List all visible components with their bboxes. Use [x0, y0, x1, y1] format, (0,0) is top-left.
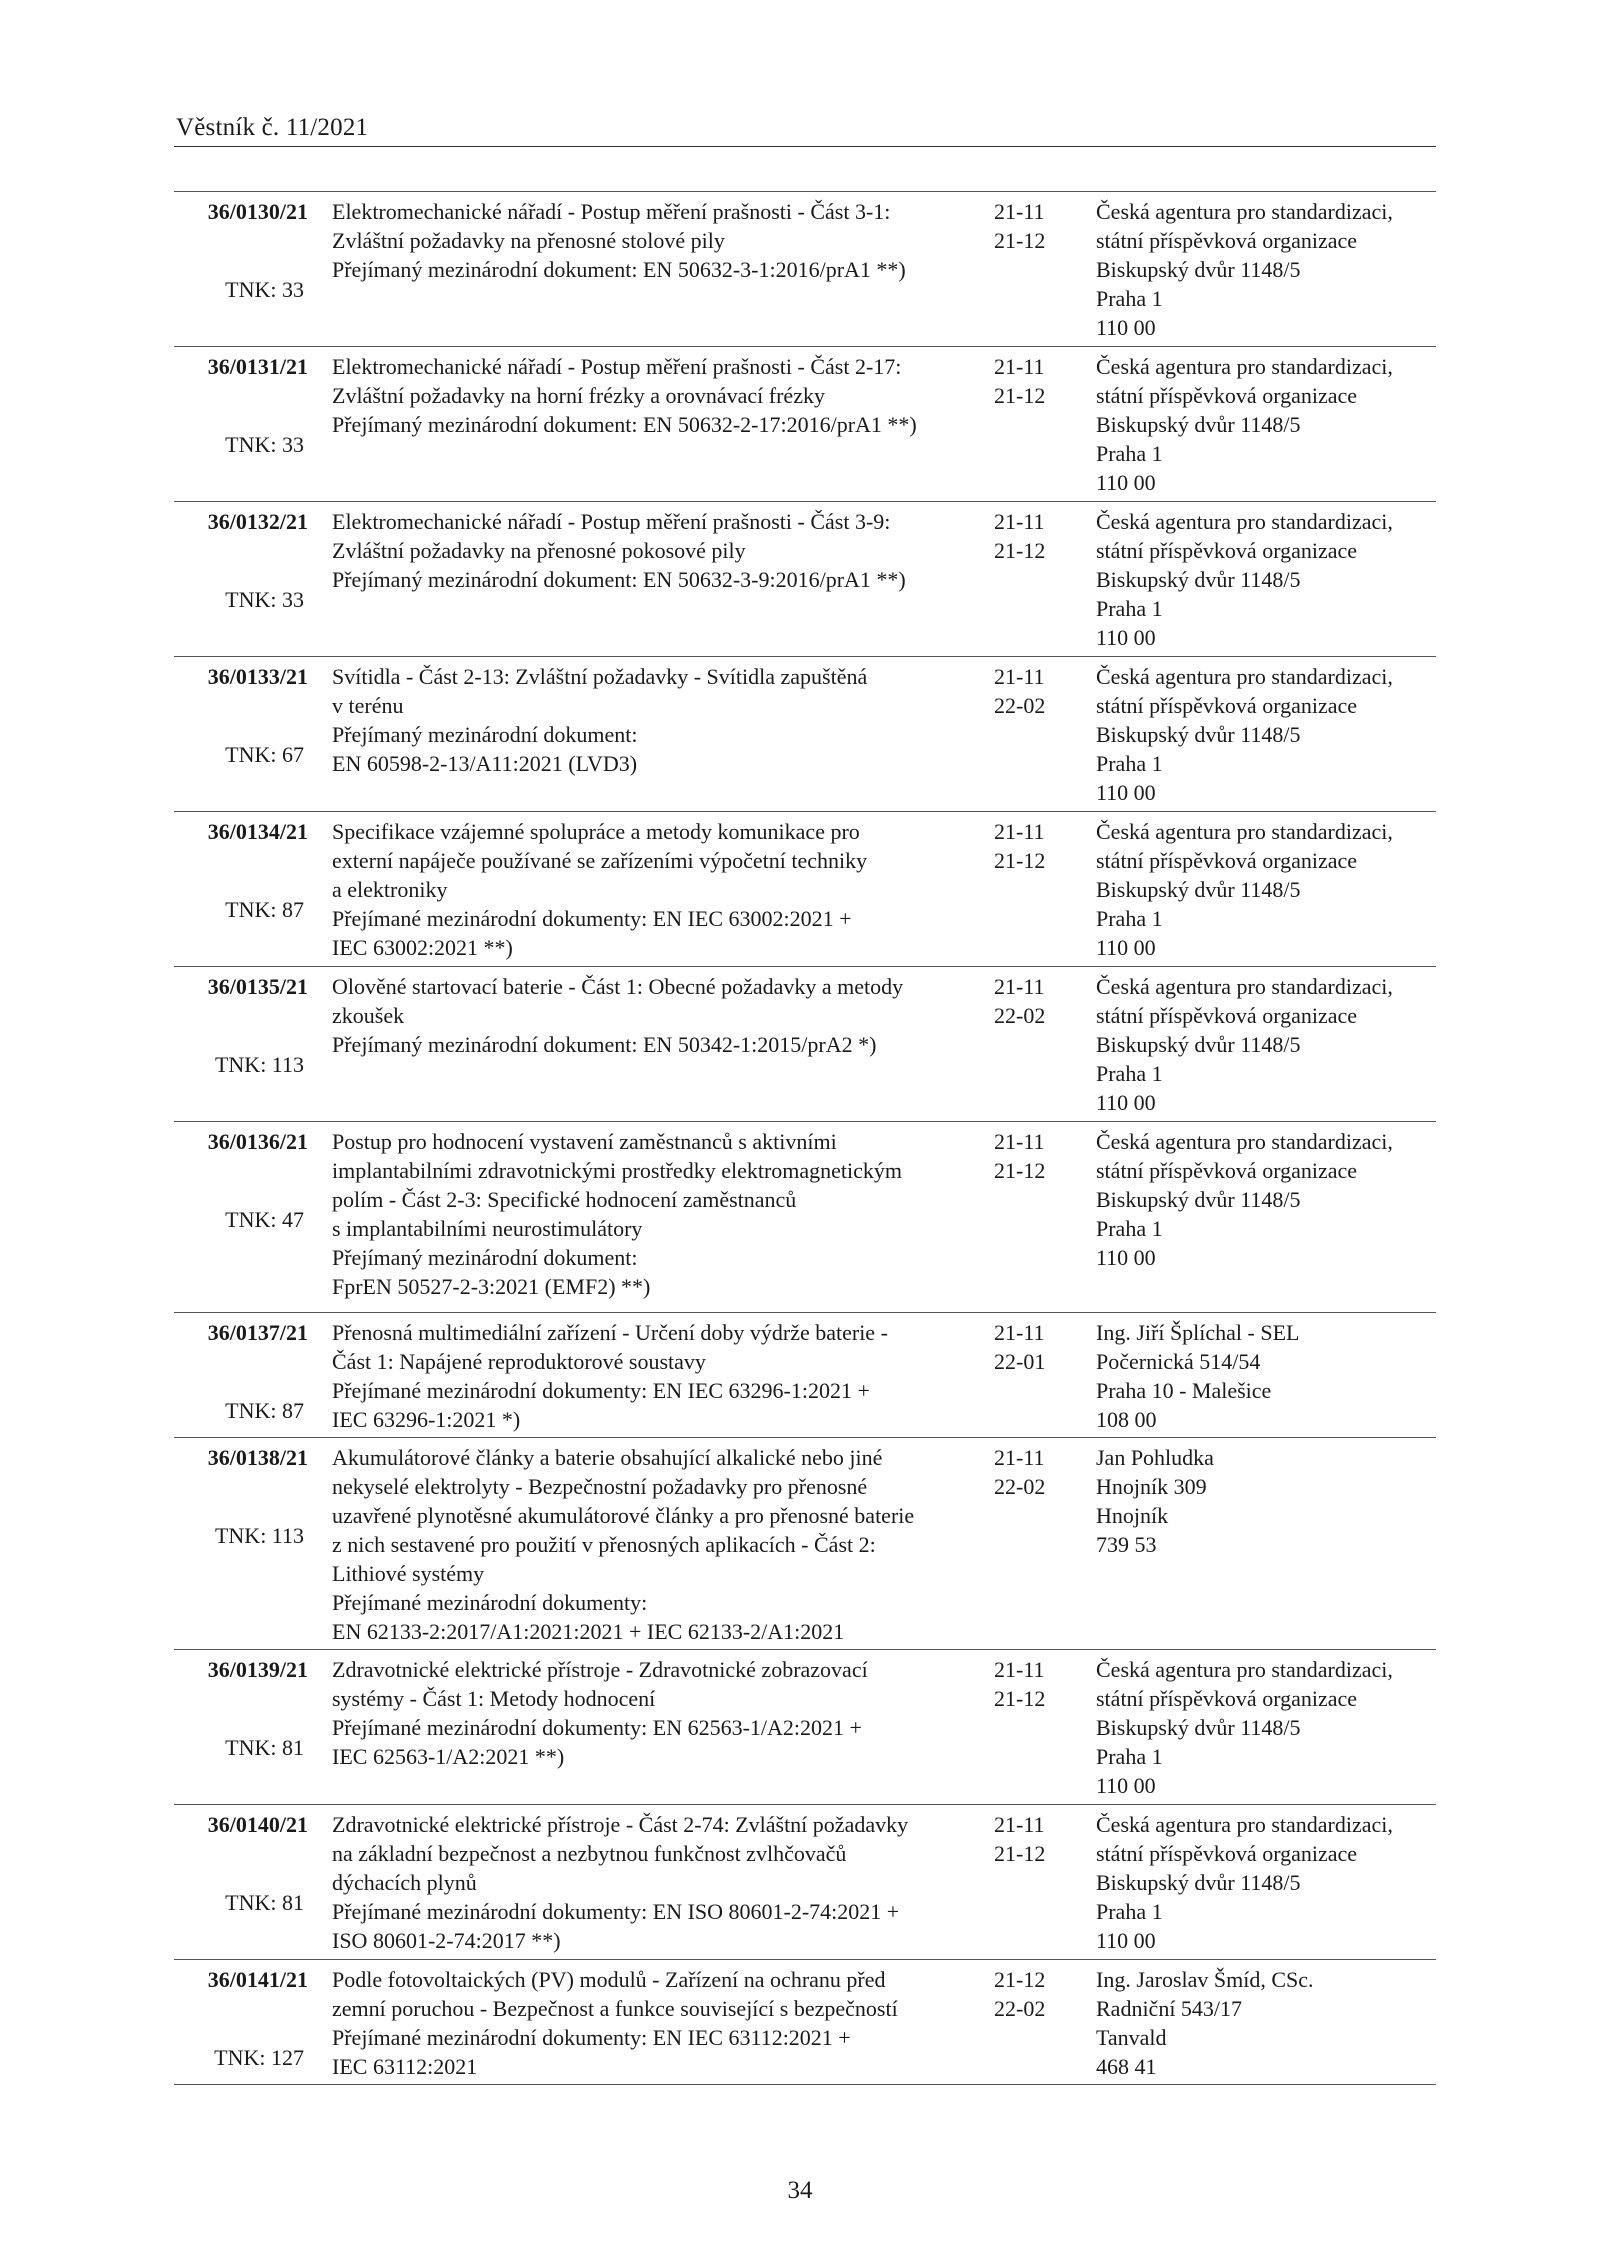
- entry-description-line: implantabilními zdravotnickými prostředky elektromagnetickým: [332, 1158, 903, 1183]
- entry-description-line: Přejímaný mezinárodní dokument: EN 50342-1:2015/prA2 *): [332, 1032, 877, 1057]
- entry-description-line: Zvláštní požadavky na přenosné stolové pily: [332, 228, 725, 253]
- entry-contact-line: Biskupský dvůr 1148/5: [1096, 1187, 1301, 1212]
- entry-description-line: Přejímané mezinárodní dokumenty: EN 62563-1/A2:2021 +: [332, 1715, 862, 1740]
- entry-dates-line: 21-11: [994, 1812, 1045, 1837]
- entry-description-line: FprEN 50527-2-3:2021 (EMF2) **): [332, 1274, 651, 1299]
- entry-contact-line: státní příspěvková organizace: [1096, 1686, 1358, 1711]
- entry-dates: [994, 1127, 1094, 1185]
- entry-dates-line: 21-12: [994, 1841, 1046, 1866]
- entry-contact-line: Jan Pohludka: [1096, 1445, 1214, 1470]
- table-row: [174, 191, 1436, 346]
- entry-contact-line: státní příspěvková organizace: [1096, 693, 1358, 718]
- entry-number: 36/0133/21: [207, 664, 308, 689]
- entry-contact-line: 110 00: [1096, 1773, 1156, 1798]
- entry-description-line: dýchacích plynů: [332, 1870, 477, 1895]
- entry-contact-line: Česká agentura pro standardizaci,: [1096, 1129, 1393, 1154]
- entry-contact: [1096, 1318, 1436, 1434]
- entry-dates-line: 21-12: [994, 1158, 1046, 1183]
- entry-number: 36/0136/21: [207, 1129, 308, 1154]
- entry-tnk: TNK: 81: [225, 1735, 304, 1760]
- entry-contact-line: Biskupský dvůr 1148/5: [1096, 1715, 1301, 1740]
- entry-dates-line: 21-11: [994, 1657, 1045, 1682]
- entry-description: [332, 1127, 992, 1301]
- entry-dates-line: 21-12: [994, 848, 1046, 873]
- entry-contact-line: státní příspěvková organizace: [1096, 848, 1358, 873]
- entry-contact-line: Biskupský dvůr 1148/5: [1096, 722, 1301, 747]
- entry-description-line: v terénu: [332, 693, 404, 718]
- entry-description-line: Zvláštní požadavky na přenosné pokosové pily: [332, 538, 746, 563]
- entry-number: 36/0135/21: [207, 974, 308, 999]
- entry-contact-line: Praha 1: [1096, 906, 1163, 931]
- entry-contact-line: Praha 1: [1096, 1061, 1163, 1086]
- entry-dates-line: 21-11: [994, 974, 1045, 999]
- entry-description-line: Část 1: Napájené reproduktorové soustavy: [332, 1349, 706, 1374]
- entry-description-line: a elektroniky: [332, 877, 448, 902]
- entry-dates: [994, 352, 1094, 410]
- entry-contact: [1096, 972, 1436, 1117]
- entry-description-line: Přejímané mezinárodní dokumenty: EN ISO 80601-2-74:2021 +: [332, 1899, 900, 1924]
- entry-dates-line: 21-12: [994, 1686, 1046, 1711]
- entry-tnk: TNK: 33: [225, 432, 304, 457]
- entry-contact-line: 110 00: [1096, 1090, 1156, 1115]
- entry-description-line: Přejímané mezinárodní dokumenty: EN IEC 63002:2021 +: [332, 906, 852, 931]
- entry-description-line: Postup pro hodnocení vystavení zaměstnanců s aktivními: [332, 1129, 837, 1154]
- entry-contact-line: Praha 1: [1096, 1899, 1163, 1924]
- entry-contact-line: státní příspěvková organizace: [1096, 538, 1358, 563]
- entry-tnk: TNK: 87: [225, 1398, 304, 1423]
- entry-dates-line: 21-12: [994, 383, 1046, 408]
- entry-description-line: Akumulátorové články a baterie obsahující alkalické nebo jiné: [332, 1445, 883, 1470]
- entry-dates-line: 21-11: [994, 1129, 1045, 1154]
- entry-dates: [994, 507, 1094, 565]
- entry-description-line: Specifikace vzájemné spolupráce a metody komunikace pro: [332, 819, 860, 844]
- entry-dates-line: 22-02: [994, 1474, 1046, 1499]
- entry-description-line: Lithiové systémy: [332, 1561, 485, 1586]
- entry-contact-line: Česká agentura pro standardizaci,: [1096, 199, 1393, 224]
- entry-contact-line: 110 00: [1096, 315, 1156, 340]
- entry-description: [332, 1318, 992, 1434]
- entry-dates-line: 22-01: [994, 1349, 1046, 1374]
- entry-dates-line: 22-02: [994, 1003, 1046, 1028]
- table-row: [174, 966, 1436, 1121]
- entry-contact-line: Biskupský dvůr 1148/5: [1096, 257, 1301, 282]
- entry-description-line: Elektromechanické nářadí - Postup měření prašnosti - Část 2-17:: [332, 354, 902, 379]
- entry-contact-line: státní příspěvková organizace: [1096, 1003, 1358, 1028]
- entry-contact-line: Praha 1: [1096, 286, 1163, 311]
- entry-description: [332, 352, 992, 439]
- entry-contact-line: Biskupský dvůr 1148/5: [1096, 877, 1301, 902]
- entry-contact-line: Česká agentura pro standardizaci,: [1096, 664, 1393, 689]
- entry-tnk: TNK: 87: [225, 897, 304, 922]
- entry-description-line: Přejímaný mezinárodní dokument: EN 50632-3-1:2016/prA1 **): [332, 257, 906, 282]
- entry-number: 36/0132/21: [207, 509, 308, 534]
- entry-dates-line: 21-12: [994, 538, 1046, 563]
- entry-contact: [1096, 1965, 1436, 2081]
- entry-contact: [1096, 1810, 1436, 1955]
- entry-description-line: s implantabilními neurostimulátory: [332, 1216, 643, 1241]
- entry-dates-line: 21-12: [994, 1967, 1046, 1992]
- entry-number: 36/0134/21: [207, 819, 308, 844]
- entry-description-line: IEC 62563-1/A2:2021 **): [332, 1744, 565, 1769]
- entry-description-line: Zdravotnické elektrické přístroje - Část 2-74: Zvláštní požadavky: [332, 1812, 909, 1837]
- notice-table: [174, 191, 1436, 2085]
- entry-tnk: TNK: 127: [214, 2045, 304, 2070]
- entry-dates: [994, 817, 1094, 875]
- entry-dates: [994, 1965, 1094, 2023]
- entry-contact-line: Česká agentura pro standardizaci,: [1096, 354, 1393, 379]
- entry-contact-line: Česká agentura pro standardizaci,: [1096, 974, 1393, 999]
- entry-description-line: Podle fotovoltaických (PV) modulů - Zařízení na ochranu před: [332, 1967, 886, 1992]
- entry-contact-line: Ing. Jaroslav Šmíd, CSc.: [1096, 1967, 1314, 1992]
- entry-description-line: IEC 63112:2021: [332, 2054, 478, 2079]
- entry-tnk: TNK: 113: [214, 1523, 304, 1548]
- header-divider: [174, 146, 1436, 147]
- entry-contact-line: 110 00: [1096, 1245, 1156, 1270]
- entry-tnk: TNK: 47: [225, 1207, 304, 1232]
- entry-number: 36/0137/21: [207, 1320, 308, 1345]
- entry-contact-line: 110 00: [1096, 780, 1156, 805]
- entry-contact-line: Praha 1: [1096, 441, 1163, 466]
- entry-number: 36/0141/21: [207, 1967, 308, 1992]
- entry-description-line: EN 60598-2-13/A11:2021 (LVD3): [332, 751, 638, 776]
- entry-dates-line: 21-11: [994, 509, 1045, 534]
- entry-contact-line: Česká agentura pro standardizaci,: [1096, 509, 1393, 534]
- table-row: [174, 501, 1436, 656]
- entry-description-line: Elektromechanické nářadí - Postup měření prašnosti - Část 3-9:: [332, 509, 891, 534]
- entry-description: [332, 1655, 992, 1771]
- page-number: 34: [787, 2177, 813, 2204]
- entry-contact: [1096, 817, 1436, 962]
- entry-contact: [1096, 1655, 1436, 1800]
- entry-description: [332, 507, 992, 594]
- entry-description-line: Zdravotnické elektrické přístroje - Zdravotnické zobrazovací: [332, 1657, 868, 1682]
- entry-contact-line: Ing. Jiří Šplíchal - SEL: [1096, 1320, 1300, 1345]
- entry-dates: [994, 972, 1094, 1030]
- entry-contact-line: Radniční 543/17: [1096, 1996, 1243, 2021]
- entry-contact-line: Biskupský dvůr 1148/5: [1096, 1870, 1301, 1895]
- entry-contact-line: 468 41: [1096, 2054, 1157, 2079]
- entry-description-line: Přejímané mezinárodní dokumenty:: [332, 1590, 648, 1615]
- entry-description-line: Přejímaný mezinárodní dokument:: [332, 1245, 638, 1270]
- table-row: [174, 1312, 1436, 1437]
- entry-dates-line: 21-11: [994, 199, 1045, 224]
- entry-tnk: TNK: 67: [225, 742, 304, 767]
- entry-contact-line: Praha 1: [1096, 1216, 1163, 1241]
- entry-number: 36/0130/21: [207, 199, 308, 224]
- entry-tnk: TNK: 33: [225, 587, 304, 612]
- entry-description-line: Přejímané mezinárodní dokumenty: EN IEC 63296-1:2021 +: [332, 1378, 870, 1403]
- entry-description-line: na základní bezpečnost a nezbytnou funkčnost zvlhčovačů: [332, 1841, 847, 1866]
- entry-contact-line: Česká agentura pro standardizaci,: [1096, 1657, 1393, 1682]
- entry-description-line: ISO 80601-2-74:2017 **): [332, 1928, 561, 1953]
- entry-number: 36/0131/21: [207, 354, 308, 379]
- entry-contact-line: státní příspěvková organizace: [1096, 1841, 1358, 1866]
- entry-contact-line: Biskupský dvůr 1148/5: [1096, 567, 1301, 592]
- entry-contact-line: Praha 1: [1096, 596, 1163, 621]
- entry-dates-line: 21-11: [994, 1445, 1045, 1470]
- entry-description-line: externí napáječe používané se zařízeními výpočetní techniky: [332, 848, 868, 873]
- entry-contact-line: Česká agentura pro standardizaci,: [1096, 819, 1393, 844]
- table-row: [174, 1649, 1436, 1804]
- entry-number: 36/0138/21: [207, 1445, 308, 1470]
- entry-contact-line: Tanvald: [1096, 2025, 1167, 2050]
- table-row: [174, 1959, 1436, 2085]
- entry-contact: [1096, 1443, 1436, 1559]
- entry-number: 36/0139/21: [207, 1657, 308, 1682]
- entry-tnk: TNK: 113: [214, 1052, 304, 1077]
- entry-description-line: Přenosná multimediální zařízení - Určení doby výdrže baterie -: [332, 1320, 888, 1345]
- entry-dates-line: 21-11: [994, 1320, 1045, 1345]
- entry-description-line: nekyselé elektrolyty - Bezpečnostní požadavky pro přenosné: [332, 1474, 868, 1499]
- entry-dates-line: 21-11: [994, 354, 1045, 379]
- entry-number: 36/0140/21: [207, 1812, 308, 1837]
- entry-dates-line: 21-12: [994, 228, 1046, 253]
- entry-description-line: IEC 63002:2021 **): [332, 935, 513, 960]
- entry-contact-line: Praha 1: [1096, 1744, 1163, 1769]
- entry-dates: [994, 1318, 1094, 1376]
- entry-description-line: Přejímaný mezinárodní dokument:: [332, 722, 638, 747]
- entry-description: [332, 817, 992, 962]
- entry-description-line: zkoušek: [332, 1003, 405, 1028]
- entry-contact-line: 108 00: [1096, 1407, 1157, 1432]
- table-row: [174, 1804, 1436, 1959]
- table-row: [174, 656, 1436, 811]
- entry-description: [332, 197, 992, 284]
- entry-dates-line: 22-02: [994, 1996, 1046, 2021]
- table-row: [174, 1437, 1436, 1649]
- entry-contact: [1096, 352, 1436, 497]
- entry-tnk: TNK: 81: [225, 1890, 304, 1915]
- entry-contact-line: státní příspěvková organizace: [1096, 383, 1358, 408]
- entry-description-line: zemní poruchou - Bezpečnost a funkce související s bezpečností: [332, 1996, 898, 2021]
- entry-description: [332, 662, 992, 778]
- entry-description-line: Zvláštní požadavky na horní frézky a orovnávací frézky: [332, 383, 825, 408]
- entry-contact-line: 110 00: [1096, 1928, 1156, 1953]
- entry-description-line: Přejímaný mezinárodní dokument: EN 50632-2-17:2016/prA1 **): [332, 412, 917, 437]
- entry-contact: [1096, 1127, 1436, 1272]
- entry-contact-line: Hnojník 309: [1096, 1474, 1207, 1499]
- entry-contact-line: Praha 1: [1096, 751, 1163, 776]
- entry-description-line: z nich sestavené pro použití v přenosných aplikacích - Část 2:: [332, 1532, 876, 1557]
- table-row: [174, 346, 1436, 501]
- entry-contact-line: Praha 10 - Malešice: [1096, 1378, 1272, 1403]
- entry-contact-line: Biskupský dvůr 1148/5: [1096, 412, 1301, 437]
- entry-contact: [1096, 507, 1436, 652]
- entry-contact-line: Počernická 514/54: [1096, 1349, 1261, 1374]
- entry-contact-line: Hnojník: [1096, 1503, 1169, 1528]
- entry-description: [332, 1443, 992, 1646]
- entry-description-line: systémy - Část 1: Metody hodnocení: [332, 1686, 656, 1711]
- entry-contact-line: 739 53: [1096, 1532, 1157, 1557]
- entry-dates-line: 22-02: [994, 693, 1046, 718]
- entry-dates: [994, 1443, 1094, 1501]
- entry-contact-line: 110 00: [1096, 625, 1156, 650]
- table-row: [174, 1121, 1436, 1312]
- entry-tnk: TNK: 33: [225, 277, 304, 302]
- entry-description: [332, 1810, 992, 1955]
- entry-dates: [994, 1810, 1094, 1868]
- entry-dates: [994, 197, 1094, 255]
- entry-description-line: Olověné startovací baterie - Část 1: Obecné požadavky a metody: [332, 974, 904, 999]
- entry-contact: [1096, 662, 1436, 807]
- entry-description-line: IEC 63296-1:2021 *): [332, 1407, 521, 1432]
- entry-description: [332, 972, 992, 1059]
- entry-contact-line: Biskupský dvůr 1148/5: [1096, 1032, 1301, 1057]
- entry-contact-line: 110 00: [1096, 935, 1156, 960]
- entry-contact-line: 110 00: [1096, 470, 1156, 495]
- entry-contact-line: státní příspěvková organizace: [1096, 228, 1358, 253]
- entry-description-line: Přejímané mezinárodní dokumenty: EN IEC 63112:2021 +: [332, 2025, 851, 2050]
- entry-dates: [994, 662, 1094, 720]
- entry-description-line: Svítidla - Část 2-13: Zvláštní požadavky - Svítidla zapuštěná: [332, 664, 868, 689]
- entry-dates-line: 21-11: [994, 819, 1045, 844]
- entry-description-line: uzavřené plynotěsné akumulátorové články a pro přenosné baterie: [332, 1503, 915, 1528]
- page-header-title: Věstník č. 11/2021: [176, 114, 369, 141]
- entry-description-line: Elektromechanické nářadí - Postup měření prašnosti - Část 3-1:: [332, 199, 891, 224]
- entry-contact: [1096, 197, 1436, 342]
- entry-description-line: polím - Část 2-3: Specifické hodnocení zaměstnanců: [332, 1187, 797, 1212]
- entry-contact-line: Česká agentura pro standardizaci,: [1096, 1812, 1393, 1837]
- entry-description-line: EN 62133-2:2017/A1:2021:2021 + IEC 62133-2/A1:2021: [332, 1619, 845, 1644]
- table-row: [174, 811, 1436, 966]
- entry-contact-line: státní příspěvková organizace: [1096, 1158, 1358, 1183]
- entry-dates: [994, 1655, 1094, 1713]
- entry-dates-line: 21-11: [994, 664, 1045, 689]
- entry-description-line: Přejímaný mezinárodní dokument: EN 50632-3-9:2016/prA1 **): [332, 567, 906, 592]
- entry-description: [332, 1965, 992, 2081]
